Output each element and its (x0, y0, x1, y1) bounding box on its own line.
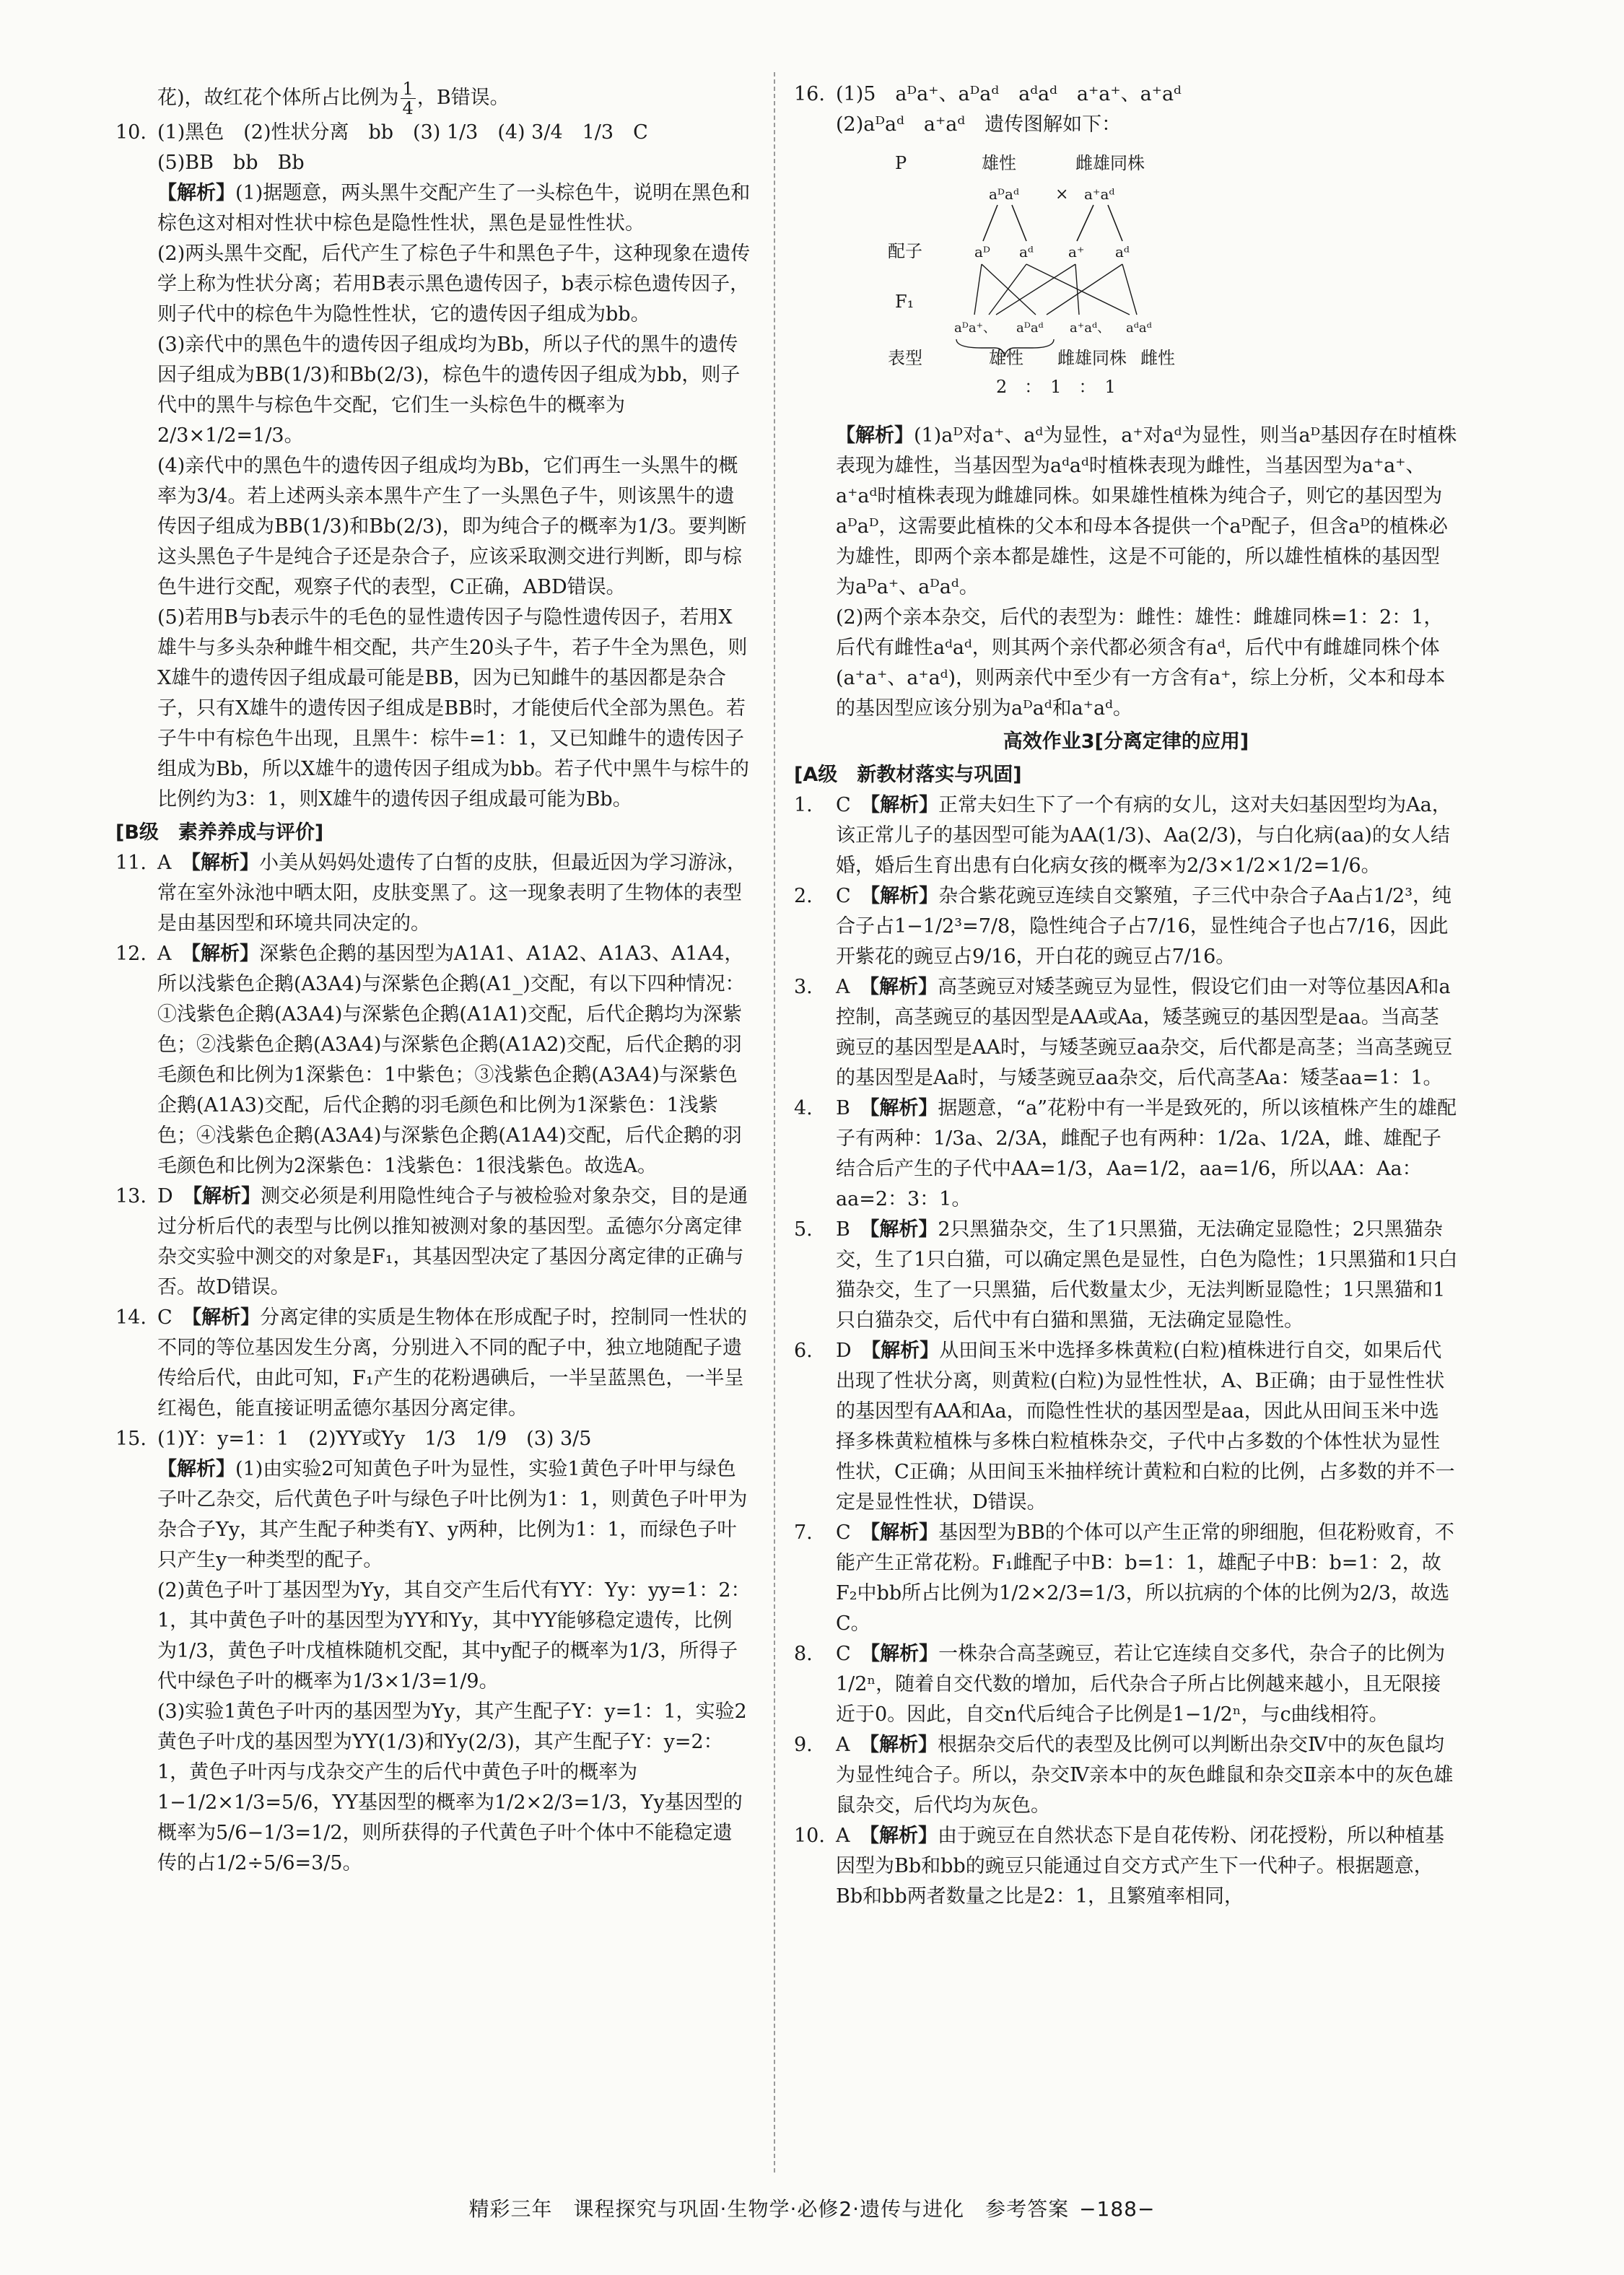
diagram-mono-label: 雌雄同株 (1075, 153, 1145, 173)
diagram-parent-lines (983, 205, 1122, 241)
fraction-numerator: 1 (401, 79, 416, 99)
analysis-tag: 【解析】 (869, 1218, 938, 1241)
item-analysis: 2只黑猫杂交，生了1只黑猫，无法确定显隐性；2只黑猫杂交，生了1只白猫，可以确定黑色是显性，白色为隐性；1只黑猫和1只白猫杂交，生了一只黑猫，后代数量太少，无法判断显隐性；1只黑猫和1只白猫杂交，后代中有白猫和黑猫，无法确定显隐性。 (836, 1218, 1458, 1332)
diagram-p-label: P (895, 153, 907, 173)
q10-number: 10. (115, 121, 147, 144)
analysis-tag: 【解析】 (869, 1825, 938, 1847)
item-number: 5. (794, 1218, 813, 1241)
analysis-tag: 【解析】 (157, 1458, 235, 1480)
q14-analysis: 分离定律的实质是生物体在形成配子时，控制同一性状的不同的等位基因发生分离，分别进入不同的配子中，独立地随配子遗传给后代，由此可知，F₁产生的花粉遇碘后，一半呈蓝黑色，一半呈红褐色，能直接证明孟德尔基因分离定律。 (157, 1306, 748, 1420)
question-12 (115, 939, 751, 1182)
item-answer: C (836, 1643, 851, 1665)
q16-answer-1: (1)5 aᴰa⁺、aᴰaᵈ aᵈaᵈ a⁺a⁺、a⁺aᵈ (836, 83, 1182, 105)
analysis-tag: 【解析】 (870, 885, 939, 907)
q16-number: 16. (794, 83, 825, 105)
item-analysis: 根据杂交后代的表型及比例可以判断出杂交Ⅳ中的灰色鼠均为显性纯合子。所以，杂交Ⅳ亲本中的灰色雌鼠和杂交Ⅱ亲本中的灰色雄鼠杂交，后代均为灰色。 (836, 1734, 1454, 1817)
diagram-offspring-2: aᴰaᵈ (1016, 320, 1044, 336)
question-list (794, 790, 1458, 1912)
q10-p2: (2)两头黑牛交配，后代产生了棕色子牛和黑色子牛，这种现象在遗传学上称为性状分离；若用B表示黑色遗传因子，b表示棕色遗传因子，则子代中的棕色牛为隐性性状，它的遗传因子组成为bb。 (157, 243, 751, 326)
q13-analysis: 测交必须是利用隐性纯合子与被检验对象杂交，目的是通过分析后代的表型与比例以推知被测对象的基因型。孟德尔分离定律杂交实验中测交的对象是F₁，其基因型决定了基因分离定律的正确与否。故D错误。 (157, 1185, 748, 1298)
level-b-heading: [B级 素养养成与评价] (115, 821, 324, 844)
item-analysis: 基因型为BB的个体可以产生正常的卵细胞，但花粉败育，不能产生正常花粉。F₁雌配子中B：b=1：1，雄配子中B：b=1：2，故F₂中bb所占比例为1/2×2/3=1/3，所以抗病的个体的比例为2/3，故选C。 (836, 1521, 1454, 1635)
analysis-tag: 【解析】 (191, 943, 259, 965)
q15-p3: (3)实验1黄色子叶丙的基因型为Yy，其产生配子Y：y=1：1，实验2黄色子叶戊的基因型为YY(1/3)和Yy(2/3)，其产生配子Y：y=2：1，黄色子叶丙与戊杂交产生的后代中黄色子叶的概率为1−1/2×1/3=5/6，YY基因型的概率为1/2×2/3=1/3，Yy基因型的概率为5/6−1/3=1/2，则所获得的子代黄色子叶个体中不能稳定遗传的占1/2÷5/6=3/5。 (157, 1700, 747, 1874)
q13-number: 13. (115, 1185, 147, 1208)
item-number: 2. (794, 885, 813, 907)
list-item (794, 1639, 1458, 1730)
page-footer (0, 2194, 1624, 2224)
item-number: 6. (794, 1340, 813, 1362)
diagram-male-label: 雄性 (982, 153, 1016, 173)
left-column (115, 79, 751, 1879)
item-number: 4. (794, 1097, 813, 1119)
q16-answer-line1 (794, 79, 1458, 110)
continuation-line (115, 79, 751, 118)
analysis-tag: 【解析】 (192, 1185, 261, 1208)
analysis-tag: 【解析】 (870, 1521, 939, 1544)
analysis-tag: 【解析】 (157, 182, 235, 204)
cont-text: 花)，故红花个体所占比例为 (157, 87, 399, 109)
analysis-tag: 【解析】 (870, 1643, 939, 1665)
diagram-gamete-lines (974, 264, 1137, 315)
question-16 (794, 79, 1458, 724)
q10-p3: (3)亲代中的黑色牛的遗传因子组成均为Bb，所以子代的黑牛的遗传因子组成为BB(1/3)和Bb(2/3)，棕色牛的遗传因子组成为bb，则子代中的黑牛与棕色牛交配，它们生一头棕色牛的概率为2/3×1/2=1/3。 (157, 333, 741, 447)
item-answer: A (836, 1825, 850, 1847)
footer-text: 精彩三年 课程探究与巩固·生物学·必修2·遗传与进化 参考答案 (468, 2197, 1070, 2221)
item-analysis: 从田间玉米中选择多株黄粒(白粒)植株进行自交，如果后代出现了性状分离，则黄粒(白粒)为显性性状，A、B正确；由于显性性状的基因型有AA和Aa，而隐性性状的基因型是aa，因此从田间玉米中选择多株黄粒植株与多株白粒植株杂交，子代中占多数的个体性状为显性性状，C正确；从田间玉米抽样统计黄粒和白粒的比例，占多数的并不一定是显性性状，D错误。 (836, 1340, 1455, 1514)
q16-answer-2: (2)aᴰaᵈ a⁺aᵈ 遗传图解如下： (836, 113, 1122, 136)
q16-p1: (1)aᴰ对a⁺、aᵈ为显性，a⁺对aᵈ为显性，则当aᴰ基因存在时植株表现为雄性，当基因型为aᵈaᵈ时植株表现为雌性，当基因型为a⁺a⁺、a⁺aᵈ时植株表现为雌雄同株。如果雄性植株为纯合子，则它的基因型为aᴰaᴰ，这需要此植株的父本和母本各提供一个aᴰ配子，但含aᴰ的植株必为雄性，即两个亲本都是雄性，这是不可能的，所以雄性植株的基因型为aᴰa⁺、aᴰaᵈ。 (836, 424, 1457, 598)
item-number: 7. (794, 1521, 813, 1544)
item-analysis: 正常夫妇生下了一个有病的女儿，这对夫妇基因型均为Aa，该正常儿子的基因型可能为AA(1/3)、Aa(2/3)，与白化病(aa)的女人结婚，婚后生育出患有白化病女孩的概率为2/3×1/2×1/2=1/6。 (836, 794, 1451, 877)
question-15 (115, 1424, 751, 1879)
q16-p2: (2)两个亲本杂交，后代的表型为：雌性：雄性：雌雄同株=1：2：1，后代有雌性aᵈaᵈ，则其两个亲代都必须含有aᵈ，后代中有雌雄同株个体(a⁺a⁺、a⁺aᵈ)，则两亲代中至少有一方含有a⁺，综上分析，父本和母本的基因型应该分别为aᴰaᵈ和a⁺aᵈ。 (836, 606, 1446, 720)
item-answer: B (836, 1097, 850, 1119)
item-answer: B (836, 1218, 850, 1241)
item-number: 1. (794, 794, 813, 816)
question-14 (115, 1303, 751, 1424)
q11-number: 11. (115, 852, 147, 874)
diagram-gamete-2: aᵈ (1019, 243, 1034, 261)
q14-answer: C (157, 1306, 173, 1329)
analysis-tag: 【解析】 (869, 1097, 938, 1119)
fraction-denominator: 4 (402, 98, 414, 118)
q15-answer: (1)Y：y=1：1 (2)YY或Yy 1/3 1/9 (3) 3/5 (157, 1428, 592, 1450)
diagram-offspring-3: a⁺aᵈ、 (1070, 320, 1111, 336)
q15-analysis-1 (115, 1454, 751, 1576)
cont-tail: ，B错误。 (416, 87, 510, 109)
diagram-phenotype-label: 表型 (888, 348, 922, 368)
q10-answer-line1: (1)黑色 (2)性状分离 bb (3) 1/3 (4) 3/4 1/3 C (157, 121, 648, 144)
fraction (401, 79, 416, 118)
right-column (794, 79, 1458, 1912)
q10-p1: (1)据题意，两头黑牛交配产生了一头棕色牛，说明在黑色和棕色这对相对性状中棕色是隐性性状，黑色是显性性状。 (157, 182, 751, 235)
level-a-heading: [A级 新教材落实与巩固] (794, 764, 1022, 786)
section-title: 高效作业3[分离定律的应用] (1003, 730, 1249, 753)
list-item (794, 1215, 1458, 1336)
q10-answer (115, 118, 751, 148)
q16-analysis-1 (794, 421, 1458, 603)
diagram-p1-genotype: aᴰaᵈ (989, 185, 1019, 203)
q15-p2: (2)黄色子叶丁基因型为Yy，其自交产生后代有YY：Yy：yy=1：2：1，其中黄色子叶的基因型为YY和Yy，其中YY能够稳定遗传，比例为1/3，黄色子叶戊植株随机交配，其中y配子的概率为1/3，所得子代中绿色子叶的概率为1/3×1/3=1/9。 (157, 1579, 751, 1693)
analysis-tag: 【解析】 (870, 1340, 940, 1362)
q12-analysis: 深紫色企鹅的基因型为A1A1、A1A2、A1A3、A1A4，所以浅紫色企鹅(A3A4)与深紫色企鹅(A1_)交配，有以下四种情况：①浅紫色企鹅(A3A4)与深紫色企鹅(A1A1)交配，后代企鹅均为深紫色；②浅紫色企鹅(A3A4)与深紫色企鹅(A1A2)交配，后代企鹅的羽毛颜色和比例为1深紫色：1中紫色；③浅紫色企鹅(A3A4)与深紫色企鹅(A1A3)交配，后代企鹅的羽毛颜色和比例为1深紫色：1浅紫色；④浅紫色企鹅(A3A4)与深紫色企鹅(A1A4)交配，后代企鹅的羽毛颜色和比例为2深紫色：1浅紫色：1很浅紫色。故选A。 (157, 943, 745, 1177)
diagram-pheno-female: 雌性 (1140, 348, 1175, 368)
question-11 (115, 848, 751, 939)
diagram-gamete-1: aᴰ (974, 243, 991, 261)
item-analysis: 据题意，“a”花粉中有一半是致死的，所以该植株产生的雄配子有两种：1/3a、2/3A，雌配子也有两种：1/2a、1/2A，雌、雄配子结合后产生的子代中AA=1/3，Aa=1/2，aa=1/6，所以AA：Aa：aa=2：3：1。 (836, 1097, 1457, 1210)
item-answer: C (836, 885, 851, 907)
q10-answer-line2: (5)BB bb Bb (157, 152, 305, 174)
list-item (794, 1730, 1458, 1821)
diagram-offspring-4: aᵈaᵈ (1126, 320, 1152, 336)
list-item (794, 1821, 1458, 1912)
list-item (794, 881, 1458, 972)
diagram-ratio: 2 ： 1 ： 1 (996, 377, 1116, 397)
diagram-pheno-mono: 雌雄同株 (1057, 348, 1127, 368)
item-number: 9. (794, 1734, 813, 1756)
question-10 (115, 118, 751, 815)
analysis-tag: 【解析】 (836, 424, 914, 447)
q10-p5: (5)若用B与b表示牛的毛色的显性遗传因子与隐性遗传因子，若用X雄牛与多头杂种雌牛相交配，共产生20头子牛，若子牛全为黑色，则X雄牛的遗传因子组成最可能是BB，因为已知雌牛的基因都是杂合子，只有X雄牛的遗传因子组成是BB时，才能使后代全部为黑色。若子牛中有棕色牛出现，且黑牛：棕牛=1：1，又已知雌牛的遗传因子组成为Bb，所以X雄牛的遗传因子组成为bb。若子代中黑牛与棕牛的比例约为3：1，则X雄牛的遗传因子组成最可能为Bb。 (157, 606, 749, 811)
item-answer: D (836, 1340, 852, 1362)
analysis-tag: 【解析】 (869, 976, 938, 998)
list-item (794, 972, 1458, 1093)
item-answer: C (836, 794, 851, 816)
diagram-p2-genotype: a⁺aᵈ (1084, 185, 1115, 203)
q11-answer: A (157, 852, 172, 874)
diagram-pheno-male: 雄性 (989, 348, 1023, 368)
analysis-tag: 【解析】 (191, 1306, 261, 1329)
q12-number: 12. (115, 943, 147, 965)
list-item (794, 1336, 1458, 1518)
list-item (794, 1093, 1458, 1215)
diagram-gamete-4: aᵈ (1115, 243, 1130, 261)
item-analysis: 由于豌豆在自然状态下是自花传粉、闭花授粉，所以种植基因型为Bb和bb的豌豆只能通过自交方式产生下一代种子。根据题意，Bb和bb两者数量之比是2：1，且繁殖率相同， (836, 1825, 1444, 1908)
q10-p4: (4)亲代中的黑色牛的遗传因子组成均为Bb，它们再生一头黑牛的概率为3/4。若上述两头亲本黑牛产生了一头黑色子牛，则该黑牛的遗传因子组成为BB(1/3)和Bb(2/3)，即为纯合子的概率为1/3。要判断这头黑色子牛是纯合子还是杂合子，应该采取测交进行判断，即与棕色牛进行交配，观察子代的表型，C正确，ABD错误。 (157, 455, 747, 598)
question-13 (115, 1182, 751, 1303)
diagram-cross-symbol: × (1055, 185, 1069, 204)
q13-answer: D (157, 1185, 173, 1208)
q14-number: 14. (115, 1306, 147, 1329)
item-number: 8. (794, 1643, 813, 1665)
item-number: 3. (794, 976, 813, 998)
item-number: 10. (794, 1825, 825, 1847)
diagram-gamete-3: a⁺ (1068, 243, 1085, 261)
q10-analysis-1 (115, 178, 751, 239)
item-answer: A (836, 1734, 850, 1756)
q11-analysis: 小美从妈妈处遗传了白皙的皮肤，但最近因为学习游泳，常在室外泳池中晒太阳，皮肤变黑了。这一现象表明了生物体的表型是由基因型和环境共同决定的。 (157, 852, 746, 935)
analysis-tag: 【解析】 (870, 794, 939, 816)
diagram-offspring-1: aᴰa⁺、 (954, 320, 997, 336)
item-analysis: 高茎豌豆对矮茎豌豆为显性，假设它们由一对等位基因A和a控制，高茎豌豆的基因型是AA或Aa，矮茎豌豆的基因型是aa。当高茎豌豆的基因型是AA时，与矮茎豌豆aa杂交，后代都是高茎；当高茎豌豆的基因型是Aa时，与矮茎豌豆aa杂交，后代高茎Aa：矮茎aa=1：1。 (836, 976, 1453, 1089)
genetic-cross-diagram (888, 147, 1292, 407)
item-answer: C (836, 1521, 851, 1544)
item-analysis: 一株杂合高茎豌豆，若让它连续自交多代，杂合子的比例为1/2ⁿ，随着自交代数的增加，后代杂合子所占比例越来越小，且无限接近于0。因此，自交n代后纯合子比例是1−1/2ⁿ，与c曲线相符。 (836, 1643, 1446, 1726)
item-answer: A (836, 976, 850, 998)
q12-answer: A (157, 943, 172, 965)
item-analysis: 杂合紫花豌豆连续自交繁殖，子三代中杂合子Aa占1/2³，纯合子占1−1/2³=7/8，隐性纯合子占7/16，显性纯合子也占7/16，因此开紫花的豌豆占9/16，开白花的豌豆占7/16。 (836, 885, 1452, 968)
q15-number: 15. (115, 1428, 147, 1450)
diagram-f1-label: F₁ (895, 292, 914, 312)
list-item (794, 1518, 1458, 1639)
column-divider (774, 72, 775, 2173)
analysis-tag: 【解析】 (191, 852, 259, 874)
analysis-tag: 【解析】 (869, 1734, 938, 1756)
diagram-gamete-label: 配子 (888, 241, 922, 261)
list-item (794, 790, 1458, 881)
q15-answer-line (115, 1424, 751, 1454)
page-number: −188− (1079, 2197, 1156, 2221)
q15-p1: (1)由实验2可知黄色子叶为显性，实验1黄色子叶甲与绿色子叶乙杂交，后代黄色子叶与绿色子叶比例为1：1，则黄色子叶甲为杂合子Yy，其产生配子种类有Y、y两种，比例为1：1，而绿色子叶只产生y一种类型的配子。 (157, 1458, 748, 1571)
